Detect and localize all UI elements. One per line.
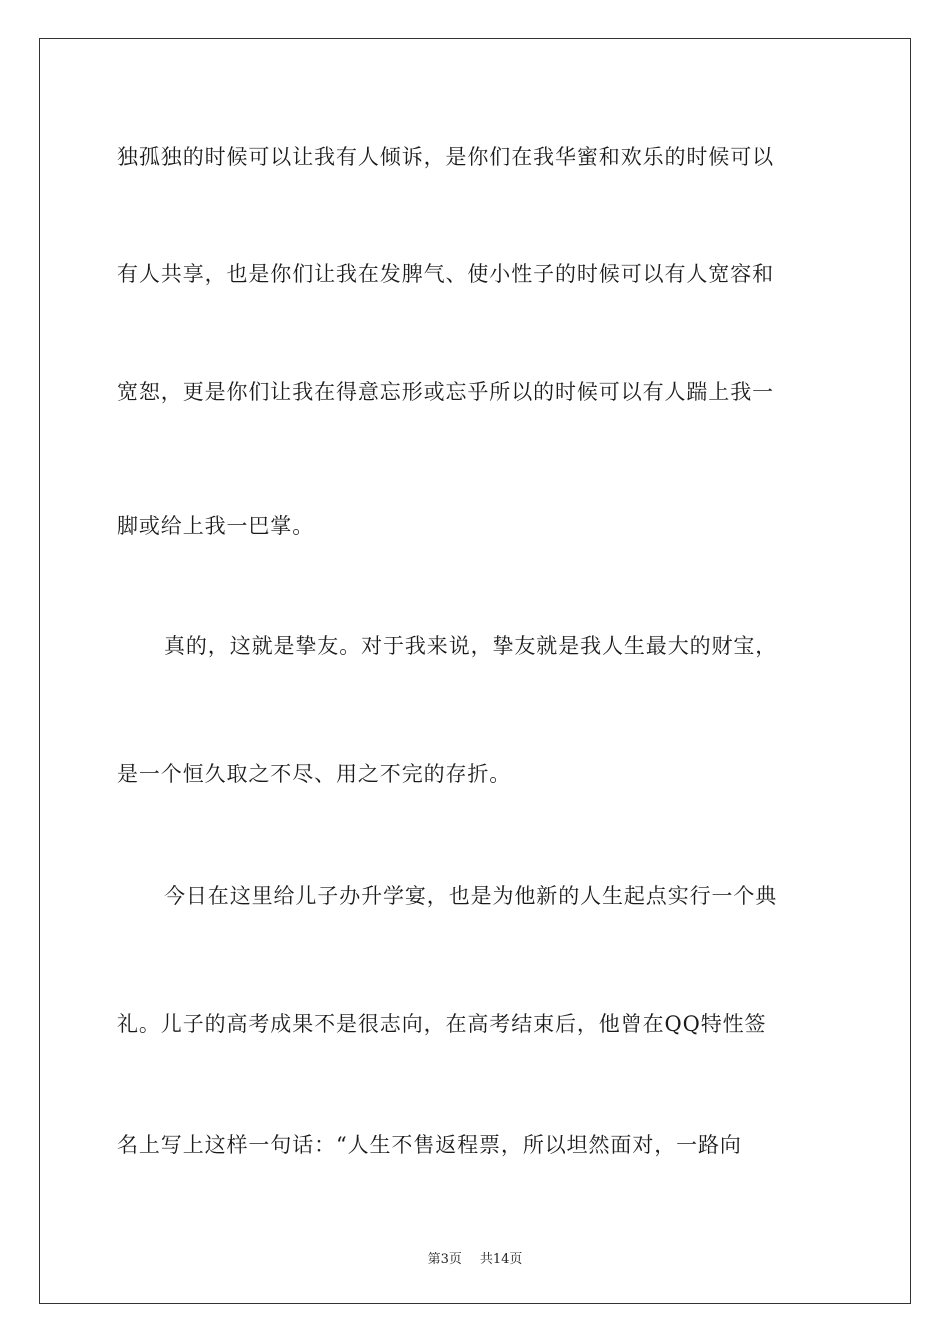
page-number: 第3页 — [427, 1252, 462, 1267]
page-footer — [0, 1248, 950, 1267]
paragraph-line-5: 真的，这就是挚友。对于我来说，挚友就是我人生最大的财宝， — [164, 634, 778, 658]
page-border — [39, 38, 911, 1304]
paragraph-line-6: 是一个恒久取之不尽、用之不完的存折。 — [117, 762, 512, 786]
paragraph-line-1: 独孤独的时候可以让我有人倾诉，是你们在我华蜜和欢乐的时候可以 — [117, 145, 774, 169]
paragraph-line-2: 有人共享，也是你们让我在发脾气、使小性子的时候可以有人宽容和 — [117, 262, 774, 286]
page-total: 共14页 — [479, 1252, 523, 1267]
paragraph-line-8: 礼。儿子的高考成果不是很志向，在高考结束后，他曾在QQ特性签 — [117, 1012, 767, 1036]
paragraph-line-4: 脚或给上我一巴掌。 — [117, 514, 315, 538]
paragraph-line-9: 名上写上这样一句话：“人生不售返程票，所以坦然面对，一路向 — [117, 1133, 742, 1157]
paragraph-line-3: 宽恕，更是你们让我在得意忘形或忘乎所以的时候可以有人踹上我一 — [117, 380, 774, 404]
paragraph-line-7: 今日在这里给儿子办升学宴，也是为他新的人生起点实行一个典 — [164, 884, 778, 908]
